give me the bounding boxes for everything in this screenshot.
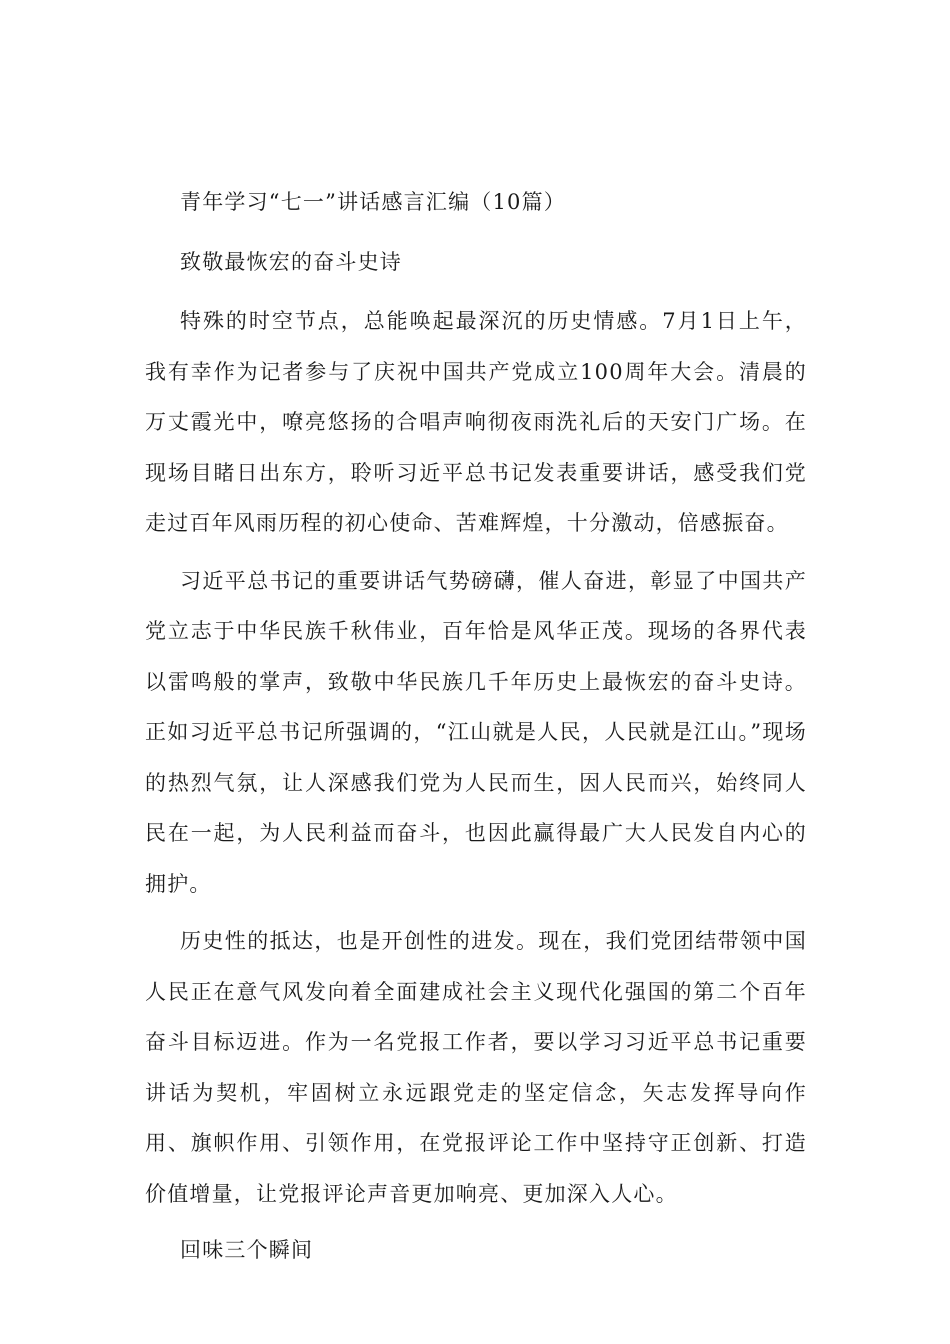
- section-heading-2: 回味三个瞬间: [180, 1238, 314, 1262]
- paragraph-1: 特殊的时空节点，总能唤起最深沉的历史情感。7月1日上午，我有幸作为记者参与了庆祝中国共产党成立100周年大会。清晨的万丈霞光中，嘹亮悠扬的合唱声响彻夜雨洗礼后的天安门广场。在现场目睹日出东方，聆听习近平总书记发表重要讲话，感受我们党走过百年风雨历程的初心使命、苦难辉煌，十分激动，倍感振奋。: [145, 309, 807, 535]
- document-body: [145, 178, 807, 1274]
- section-heading-1: 致敬最恢宏的奋斗史诗: [180, 250, 402, 274]
- paragraph-3: 历史性的抵达，也是开创性的进发。现在，我们党团结带领中国人民正在意气风发向着全面建成社会主义现代化强国的第二个百年奋斗目标迈进。作为一名党报工作者，要以学习习近平总书记重要讲话为契机，牢固树立永远跟党走的坚定信念，矢志发挥导向作用、旗帜作用、引领作用，在党报评论工作中坚持守正创新、打造价值增量，让党报评论声音更加响亮、更加深入人心。: [145, 929, 807, 1206]
- document-title: 青年学习“七一”讲话感言汇编（10篇）: [180, 190, 566, 214]
- paragraph-2: 习近平总书记的重要讲话气势磅礴，催人奋进，彰显了中国共产党立志于中华民族千秋伟业，百年恰是风华正茂。现场的各界代表以雷鸣般的掌声，致敬中华民族几千年历史上最恢宏的奋斗史诗。正如习近平总书记所强调的，“江山就是人民，人民就是江山。”现场的热烈气氛，让人深感我们党为人民而生，因人民而兴，始终同人民在一起，为人民利益而奋斗，也因此赢得最广大人民发自内心的拥护。: [145, 568, 807, 896]
